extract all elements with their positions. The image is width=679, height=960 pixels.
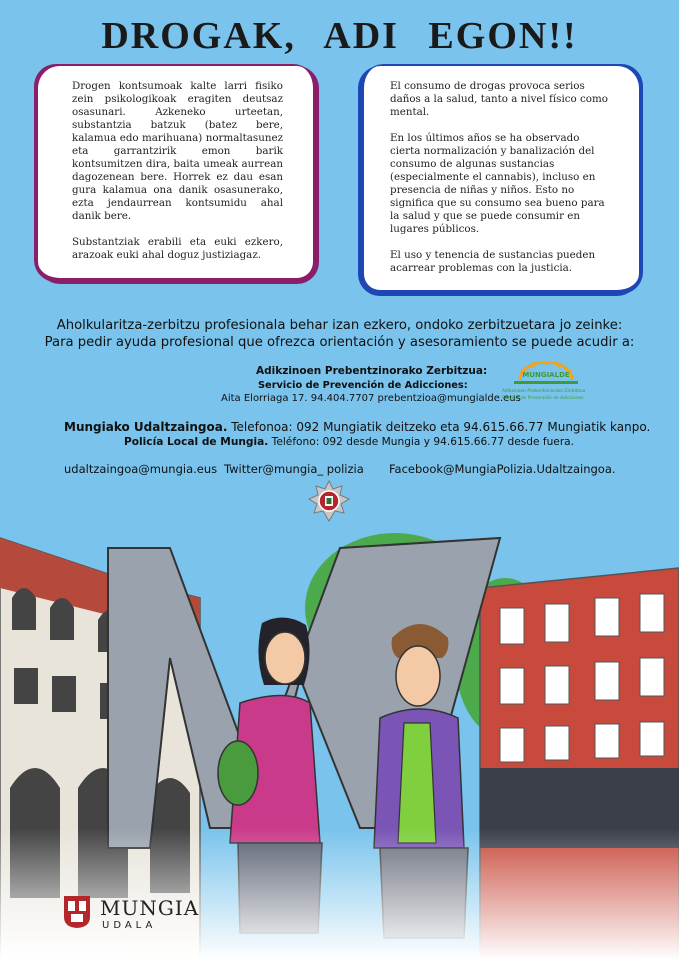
mungia-udala: UDALA <box>102 920 157 931</box>
mungialde-logo-line-1: Adikzinoen Prebentzinorako Zerbitzua <box>502 389 586 394</box>
service-address: Aita Elorriaga 17. 94.404.7707 prebentzioa@mungialde.eus <box>221 393 521 404</box>
spanish-text-box <box>358 66 639 296</box>
local-police-phone-spanish: Teléfono: 092 desde Mungia y 94.615.66.77 desde fuera. <box>268 436 575 448</box>
mungialde-logo <box>500 362 592 406</box>
police-twitter: Twitter@mungia_ polizia <box>224 462 364 476</box>
mungialde-logo-line-2: Servicio de Prevención de Adicciones <box>502 396 584 401</box>
police-facebook: Facebook@MungiaPolizia.Udaltzaingoa. <box>389 462 616 476</box>
local-police-name-basque: Mungiako Udaltzaingoa. <box>64 420 228 434</box>
mungia-coat-of-arms-icon <box>63 895 91 929</box>
intro-spanish: Para pedir ayuda profesional que ofrezca orientación y asesoramiento se puede acudir a: <box>44 335 635 350</box>
service-name-basque: Adikzinoen Prebentzinorako Zerbitzua: <box>256 365 488 377</box>
spanish-paragraph-2: En los últimos años se ha observado cierta normalización y banalización del consumo de algunas sustancias (especialmente el cannabis), incluso en presencia de niñas y niños. Esto no significa que su consumo sea bueno para la salud y que se puede consumir en lugares públicos. <box>390 132 605 235</box>
basque-paragraph-2: Substantziak erabili eta euki ezkero, arazoak euki ahal doguz justiziagaz. <box>72 236 283 261</box>
service-name-spanish: Servicio de Prevención de Adicciones: <box>258 380 468 391</box>
basque-text-box <box>38 66 319 284</box>
local-police-phone-basque: Telefonoa: 092 Mungiatik deitzeko eta 94.615.66.77 Mungiatik kanpo. <box>227 420 651 434</box>
local-police-basque <box>64 420 650 434</box>
local-police-spanish <box>124 436 574 448</box>
basque-paragraph-1: Drogen kontsumoak kalte larri fisiko zein psikologikoak eragiten deutsaz osasunari. Azkeneko urteetan, substantzia batzuk (batez bere, kalamua edo marihuana) normaltasunez eta garrantzirik emon barik kontsumitzen dira, baita umeak aurrean dagozenean bere. Horrek ez dau esan gura kalamua ona danik osasunerako, ezta jendaurrean kontsumidu ahal danik bere. <box>72 80 283 222</box>
mungia-brand: MUNGIA <box>100 896 200 920</box>
page-title: DROGAK, ADI EGON!! <box>101 15 578 57</box>
local-police-name-spanish: Policía Local de Mungia. <box>124 436 269 448</box>
spanish-paragraph-3: El uso y tenencia de sustancias pueden acarrear problemas con la justicia. <box>390 249 596 274</box>
spanish-paragraph-1: El consumo de drogas provoca serios daños a la salud, tanto a nivel físico como mental. <box>390 80 608 118</box>
police-email: udaltzaingoa@mungia.eus <box>64 462 218 476</box>
intro-basque: Aholkularitza-zerbitzu profesionala behar izan ezkero, ondoko zerbitzuetara jo zeinke: <box>56 318 623 333</box>
police-badge-icon <box>308 480 350 522</box>
mungialde-logo-name: MUNGIALDE <box>522 371 570 379</box>
